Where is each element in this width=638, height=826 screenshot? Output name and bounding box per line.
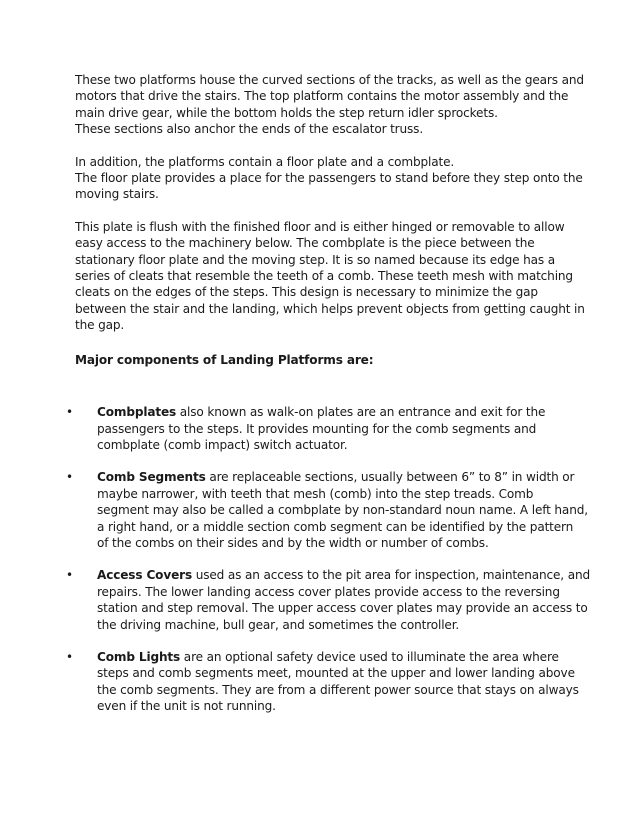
text-line [97, 469, 575, 485]
text-line: the comb segments. They are from a different power source that stays on always [97, 682, 579, 697]
bullet-icon: • [66, 649, 73, 664]
list-item-access-covers [66, 567, 590, 633]
text-line: These sections also anchor the ends of the escalator truss. [75, 122, 424, 137]
term-label: Access Covers [97, 568, 192, 583]
text-line: motors that drive the stairs. The top platform contains the motor assembly and the [75, 89, 569, 104]
text-line: In addition, the platforms contain a floor plate and a combplate. [75, 154, 455, 169]
list-item-comb-segments [66, 469, 588, 551]
text-line [97, 404, 565, 420]
text-line: combplate (comb impact) switch actuator. [97, 437, 348, 452]
text-line: of the combs on their sides and by the width or number of combs. [97, 535, 489, 550]
text-line: the gap. [75, 318, 125, 333]
term-label: Comb Lights [97, 649, 181, 664]
bullet-icon: • [66, 568, 73, 583]
text-line [97, 649, 565, 665]
paragraph-platforms [75, 72, 584, 138]
text-line: repairs. The lower landing access cover plates provide access to the reversing [97, 584, 560, 599]
text-line: moving stairs. [75, 187, 159, 202]
text-line: easy access to the machinery below. The combplate is the piece between the [75, 236, 535, 251]
term-description: are an optional safety device used to illuminate the area where [180, 649, 559, 664]
document-page [66, 72, 590, 731]
bullet-icon: • [66, 405, 73, 420]
term-label: Comb Segments [97, 470, 206, 485]
text-line: main drive gear, while the bottom holds the step return idler sprockets. [75, 105, 498, 120]
term-description: used as an access to the pit area for inspection, maintenance, and [192, 568, 590, 583]
bullet-icon: • [66, 470, 73, 485]
term-description: also known as walk-on plates are an entrance and exit for the [176, 405, 546, 420]
text-line: steps and comb segments meet, mounted at the upper and lower landing above [97, 666, 575, 681]
paragraph-combplate [75, 219, 585, 334]
text-line: between the stair and the landing, which helps prevent objects from getting caught in [75, 301, 585, 316]
section-heading: Major components of Landing Platforms are: [75, 352, 374, 367]
text-line: segment may also be called a combplate by non-standard noun name. A left hand, [97, 503, 588, 518]
text-line: These two platforms house the curved sections of the tracks, as well as the gears and [75, 73, 584, 87]
text-line: The floor plate provides a place for the passengers to stand before they step onto the [75, 171, 583, 186]
text-line: stationary floor plate and the moving step. It is so named because its edge has a [75, 252, 555, 267]
term-label: Combplates [97, 405, 177, 420]
paragraph-floor-plate [75, 154, 583, 203]
text-line: cleats on the edges of the steps. This design is necessary to minimize the gap [75, 285, 538, 300]
text-line: a right hand, or a middle section comb segment can be identified by the pattern [97, 519, 574, 534]
text-line: series of cleats that resemble the teeth of a comb. These teeth mesh with matching [75, 269, 573, 284]
text-line: passengers to the steps. It provides mounting for the comb segments and [97, 421, 537, 436]
list-item-combplates [66, 404, 565, 453]
text-line [97, 567, 590, 583]
list-item-comb-lights [66, 649, 579, 715]
text-line: This plate is flush with the finished floor and is either hinged or removable to allow [75, 219, 565, 234]
text-line: maybe narrower, with teeth that mesh (comb) into the step treads. Comb [97, 486, 534, 501]
text-line: even if the unit is not running. [97, 699, 276, 714]
text-line: the driving machine, bull gear, and sometimes the controller. [97, 617, 460, 632]
term-description: are replaceable sections, usually between 6” to 8” in width or [205, 470, 575, 485]
components-list [66, 404, 590, 715]
text-line: station and step removal. The upper access cover plates may provide an access to [97, 601, 588, 616]
